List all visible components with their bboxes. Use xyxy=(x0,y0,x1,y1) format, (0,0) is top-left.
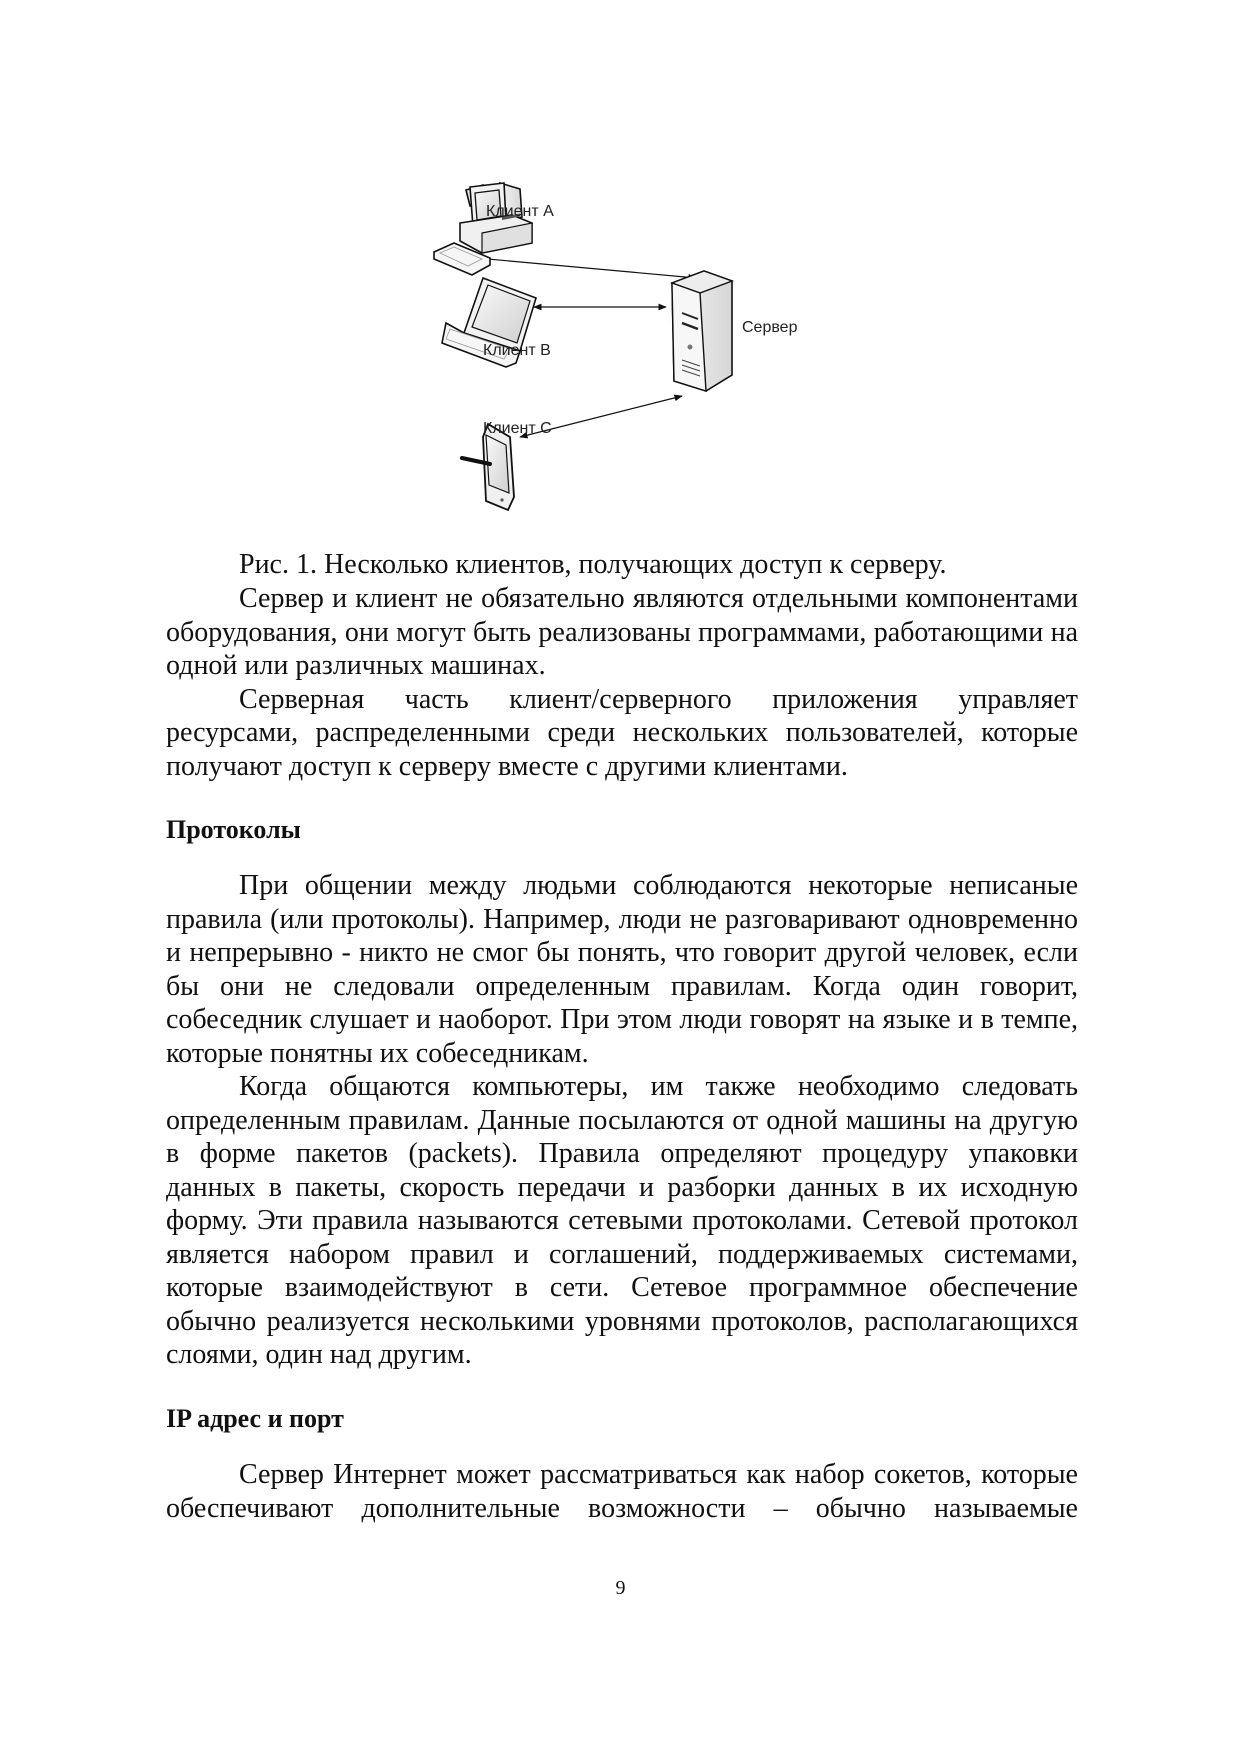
section-heading-ip-port: IP адрес и порт xyxy=(166,1404,344,1433)
ip-port-text xyxy=(166,1458,1078,1525)
paragraph: Когда общаются компьютеры, им также необходимо следовать определенным правилам. Данные посылаются от одной машины на другую в форме пакетов (packets). Правила определяют процедуру упаковки данных в пакеты, скорость передачи и разборки данных в их исходную форму. Эти правила называются сетевыми протоколами. Сетевой протокол является набором правил и соглашений, поддерживаемых системами, которые взаимодействуют в сети. Сетевое программное обеспечение обычно реализуется несколькими уровнями протоколов, располагающихся слоями, один над другим. xyxy=(166,1071,1078,1370)
label-server: Сервер xyxy=(742,319,798,336)
label-client-c: Клиент C xyxy=(483,420,552,437)
section-heading-protocols: Протоколы xyxy=(166,815,301,844)
label-client-b: Клиент B xyxy=(483,342,551,359)
client-server-diagram xyxy=(420,175,900,535)
intro-text xyxy=(166,582,1078,783)
protocols-text xyxy=(166,869,1078,1372)
paragraph: При общении между людьми соблюдаются некоторые неписаные правила (или протоколы). Например, люди не разговаривают одновременно и непрерывно - никто не смог бы понять, что говорит другой человек, если бы они не следовали определенным правилам. Когда один говорит, собеседник слушает и наоборот. При этом люди говорят на языке и в темпе, которые понятны их собеседникам. xyxy=(166,870,1078,1069)
page-number: 9 xyxy=(615,1577,626,1599)
paragraph: Сервер и клиент не обязательно являются отдельными компонентами оборудования, они могут быть реализованы программами, работающими на одной или различных машинах. xyxy=(166,583,1078,681)
paragraph: Сервер Интернет может рассматриваться как набор сокетов, которые обеспечивают дополнительные возможности – обычно называемые xyxy=(166,1459,1078,1524)
server-tower-icon xyxy=(672,271,732,391)
paragraph: Серверная часть клиент/серверного приложения управляет ресурсами, распределенными среди нескольких пользователей, которые получают доступ к серверу вместе с другими клиентами. xyxy=(166,683,1078,782)
label-client-a: Клиент A xyxy=(486,203,554,220)
figure-caption: Рис. 1. Несколько клиентов, получающих доступ к серверу. xyxy=(239,549,947,580)
